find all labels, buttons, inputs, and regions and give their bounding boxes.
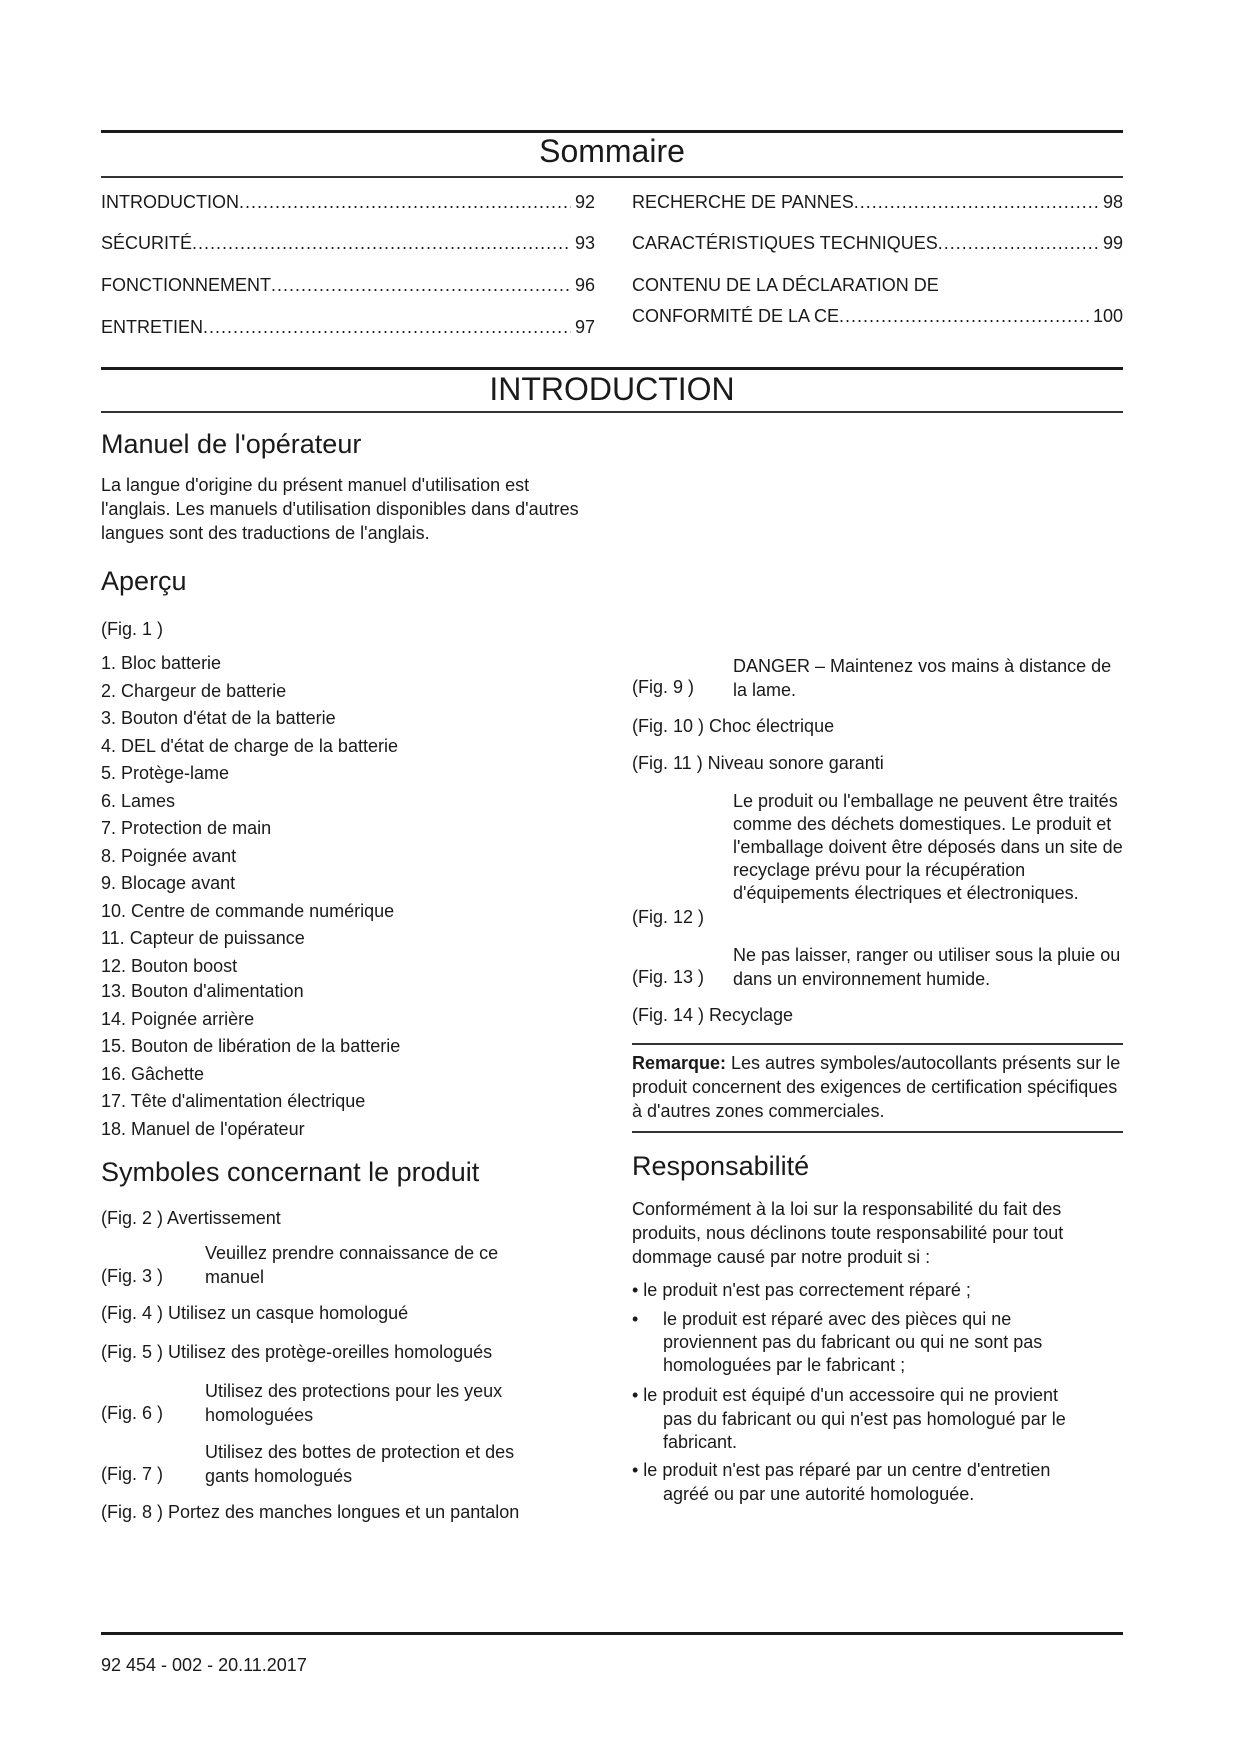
toc-entry-fonctionnement[interactable]: FONCTIONNEMENT ..... 96: [101, 275, 595, 296]
fig8-clothing: (Fig. 8 ) Portez des manches longues et un pantalon: [101, 1502, 520, 1522]
parts-list-item: 12. Bouton boost: [101, 956, 238, 976]
parts-list-item: 4. DEL d'état de charge de la batterie: [101, 736, 398, 756]
fig10-shock: (Fig. 10 ) Choc électrique: [632, 716, 835, 736]
responsibility-bullet-2-mark: •: [632, 1309, 639, 1329]
parts-list-item: 8. Poignée avant: [101, 846, 237, 866]
parts-list-item: 7. Protection de main: [101, 818, 272, 838]
fig7-ref: (Fig. 7 ): [101, 1464, 164, 1484]
parts-list-item: 5. Protège-lame: [101, 763, 230, 783]
fig11-sound: (Fig. 11 ) Niveau sonore garanti: [632, 753, 884, 773]
responsibility-bullet-2: le produit est réparé avec des pièces qui ne proviennent pas du fabricant ou qui ne sont pas homologuées par le fabricant ;: [663, 1309, 1043, 1375]
parts-list-item: 18. Manuel de l'opérateur: [101, 1119, 305, 1139]
fig13-text: Ne pas laisser, ranger ou utiliser sous la pluie ou dans un environnement humide.: [733, 945, 1121, 989]
note-label: Remarque:: [632, 1053, 727, 1073]
intro-title: INTRODUCTION: [489, 371, 735, 407]
note-top-rule: [632, 1043, 1123, 1045]
note-text: Les autres symboles/autocollants présents sur le produit concernent des exigences de certification spécifiques à d'autres zones commerciales.: [632, 1053, 1121, 1121]
toc-title: Sommaire: [539, 133, 685, 169]
fig6-ref: (Fig. 6 ): [101, 1403, 164, 1423]
responsibility-bullet-4: agréé ou par une autorité homologuée.: [663, 1484, 975, 1504]
parts-list-item: 17. Tête d'alimentation électrique: [101, 1091, 366, 1111]
parts-list-item: 2. Chargeur de batterie: [101, 681, 287, 701]
symbols-heading: Symboles concernant le produit: [101, 1157, 480, 1187]
intro-title-rule: [101, 411, 1123, 413]
fig9-ref: (Fig. 9 ): [632, 677, 695, 697]
parts-list-item: 13. Bouton d'alimentation: [101, 981, 304, 1001]
parts-list-item: 10. Centre de commande numérique: [101, 901, 395, 921]
fig7-text: Utilisez des bottes de protection et des gants homologués: [205, 1442, 515, 1486]
note: [632, 1051, 1122, 1123]
parts-list-item: 3. Bouton d'état de la batterie: [101, 708, 336, 728]
parts-list-item: 1. Bloc batterie: [101, 653, 222, 673]
fig6-text: Utilisez des protections pour les yeux homologuées: [205, 1381, 503, 1425]
overview-fig-ref: (Fig. 1 ): [101, 619, 164, 639]
fig4-helmet: (Fig. 4 ) Utilisez un casque homologué: [101, 1303, 409, 1323]
responsibility-bullet-3: pas du fabricant ou qui n'est pas homologué par le fabricant.: [663, 1409, 1066, 1452]
fig3-text: Veuillez prendre connaissance de ce manuel: [205, 1243, 499, 1287]
responsibility-heading: Responsabilité: [632, 1151, 810, 1181]
footer-rule: [101, 1632, 1123, 1635]
responsibility-bullet-3-line1: • le produit est équipé d'un accessoire qui ne provient: [632, 1385, 1059, 1405]
toc-entry-securite[interactable]: SÉCURITÉ ..... 93: [101, 233, 595, 254]
fig3-ref: (Fig. 3 ): [101, 1266, 164, 1286]
parts-list-item: 11. Capteur de puissance: [101, 928, 305, 948]
note-bottom-rule: [632, 1131, 1123, 1133]
toc-entry-declaration[interactable]: CONFORMITÉ DE LA CE ..... 100: [632, 306, 1123, 327]
toc-entry-entretien[interactable]: ENTRETIEN ..... 97: [101, 317, 595, 338]
fig14-recycle: (Fig. 14 ) Recyclage: [632, 1005, 794, 1025]
parts-list-item: 16. Gâchette: [101, 1064, 205, 1084]
responsibility-intro: Conformément à la loi sur la responsabilité du fait des produits, nous déclinons toute responsabilité pour tout dommage causé par notre produit si :: [632, 1199, 1064, 1267]
responsibility-bullet-1: • le produit n'est pas correctement réparé ;: [632, 1280, 971, 1300]
parts-list-item: 15. Bouton de libération de la batterie: [101, 1036, 401, 1056]
fig5-ear: (Fig. 5 ) Utilisez des protège-oreilles homologués: [101, 1342, 493, 1362]
responsibility-bullet-4-line1: • le produit n'est pas réparé par un centre d'entretien: [632, 1460, 1051, 1480]
fig12-ref: (Fig. 12 ): [632, 907, 705, 927]
toc-entry-introduction[interactable]: INTRODUCTION ..... 92: [101, 192, 595, 213]
manual-text: La langue d'origine du présent manuel d'utilisation est l'anglais. Les manuels d'utilisation disponibles dans d'autres langues sont des traductions de l'anglais.: [101, 475, 579, 543]
fig13-ref: (Fig. 13 ): [632, 967, 705, 987]
parts-list-item: 9. Blocage avant: [101, 873, 236, 893]
intro-top-rule: [101, 367, 1123, 370]
fig2-warning: (Fig. 2 ) Avertissement: [101, 1208, 281, 1228]
parts-list-item: 14. Poignée arrière: [101, 1009, 255, 1029]
toc-entry-declaration-line1: CONTENU DE LA DÉCLARATION DE: [632, 275, 939, 295]
toc-title-rule: [101, 176, 1123, 178]
manual-heading: Manuel de l'opérateur: [101, 429, 362, 459]
fig12-text: Le produit ou l'emballage ne peuvent être traités comme des déchets domestiques. Le produit et l'emballage doivent être déposés dans un site de recyclage prévu pour la récupération d'équipements électriques et électroniques.: [733, 791, 1123, 903]
toc-entry-recherche-de-pannes[interactable]: RECHERCHE DE PANNES ..... 98: [632, 192, 1123, 213]
fig9-text: DANGER – Maintenez vos mains à distance de la lame.: [733, 656, 1112, 700]
overview-heading: Aperçu: [101, 566, 187, 596]
toc-entry-caracteristiques[interactable]: CARACTÉRISTIQUES TECHNIQUES ..... 99: [632, 233, 1123, 254]
footer-code: 92 454 - 002 - 20.11.2017: [101, 1655, 307, 1675]
parts-list-item: 6. Lames: [101, 791, 176, 811]
